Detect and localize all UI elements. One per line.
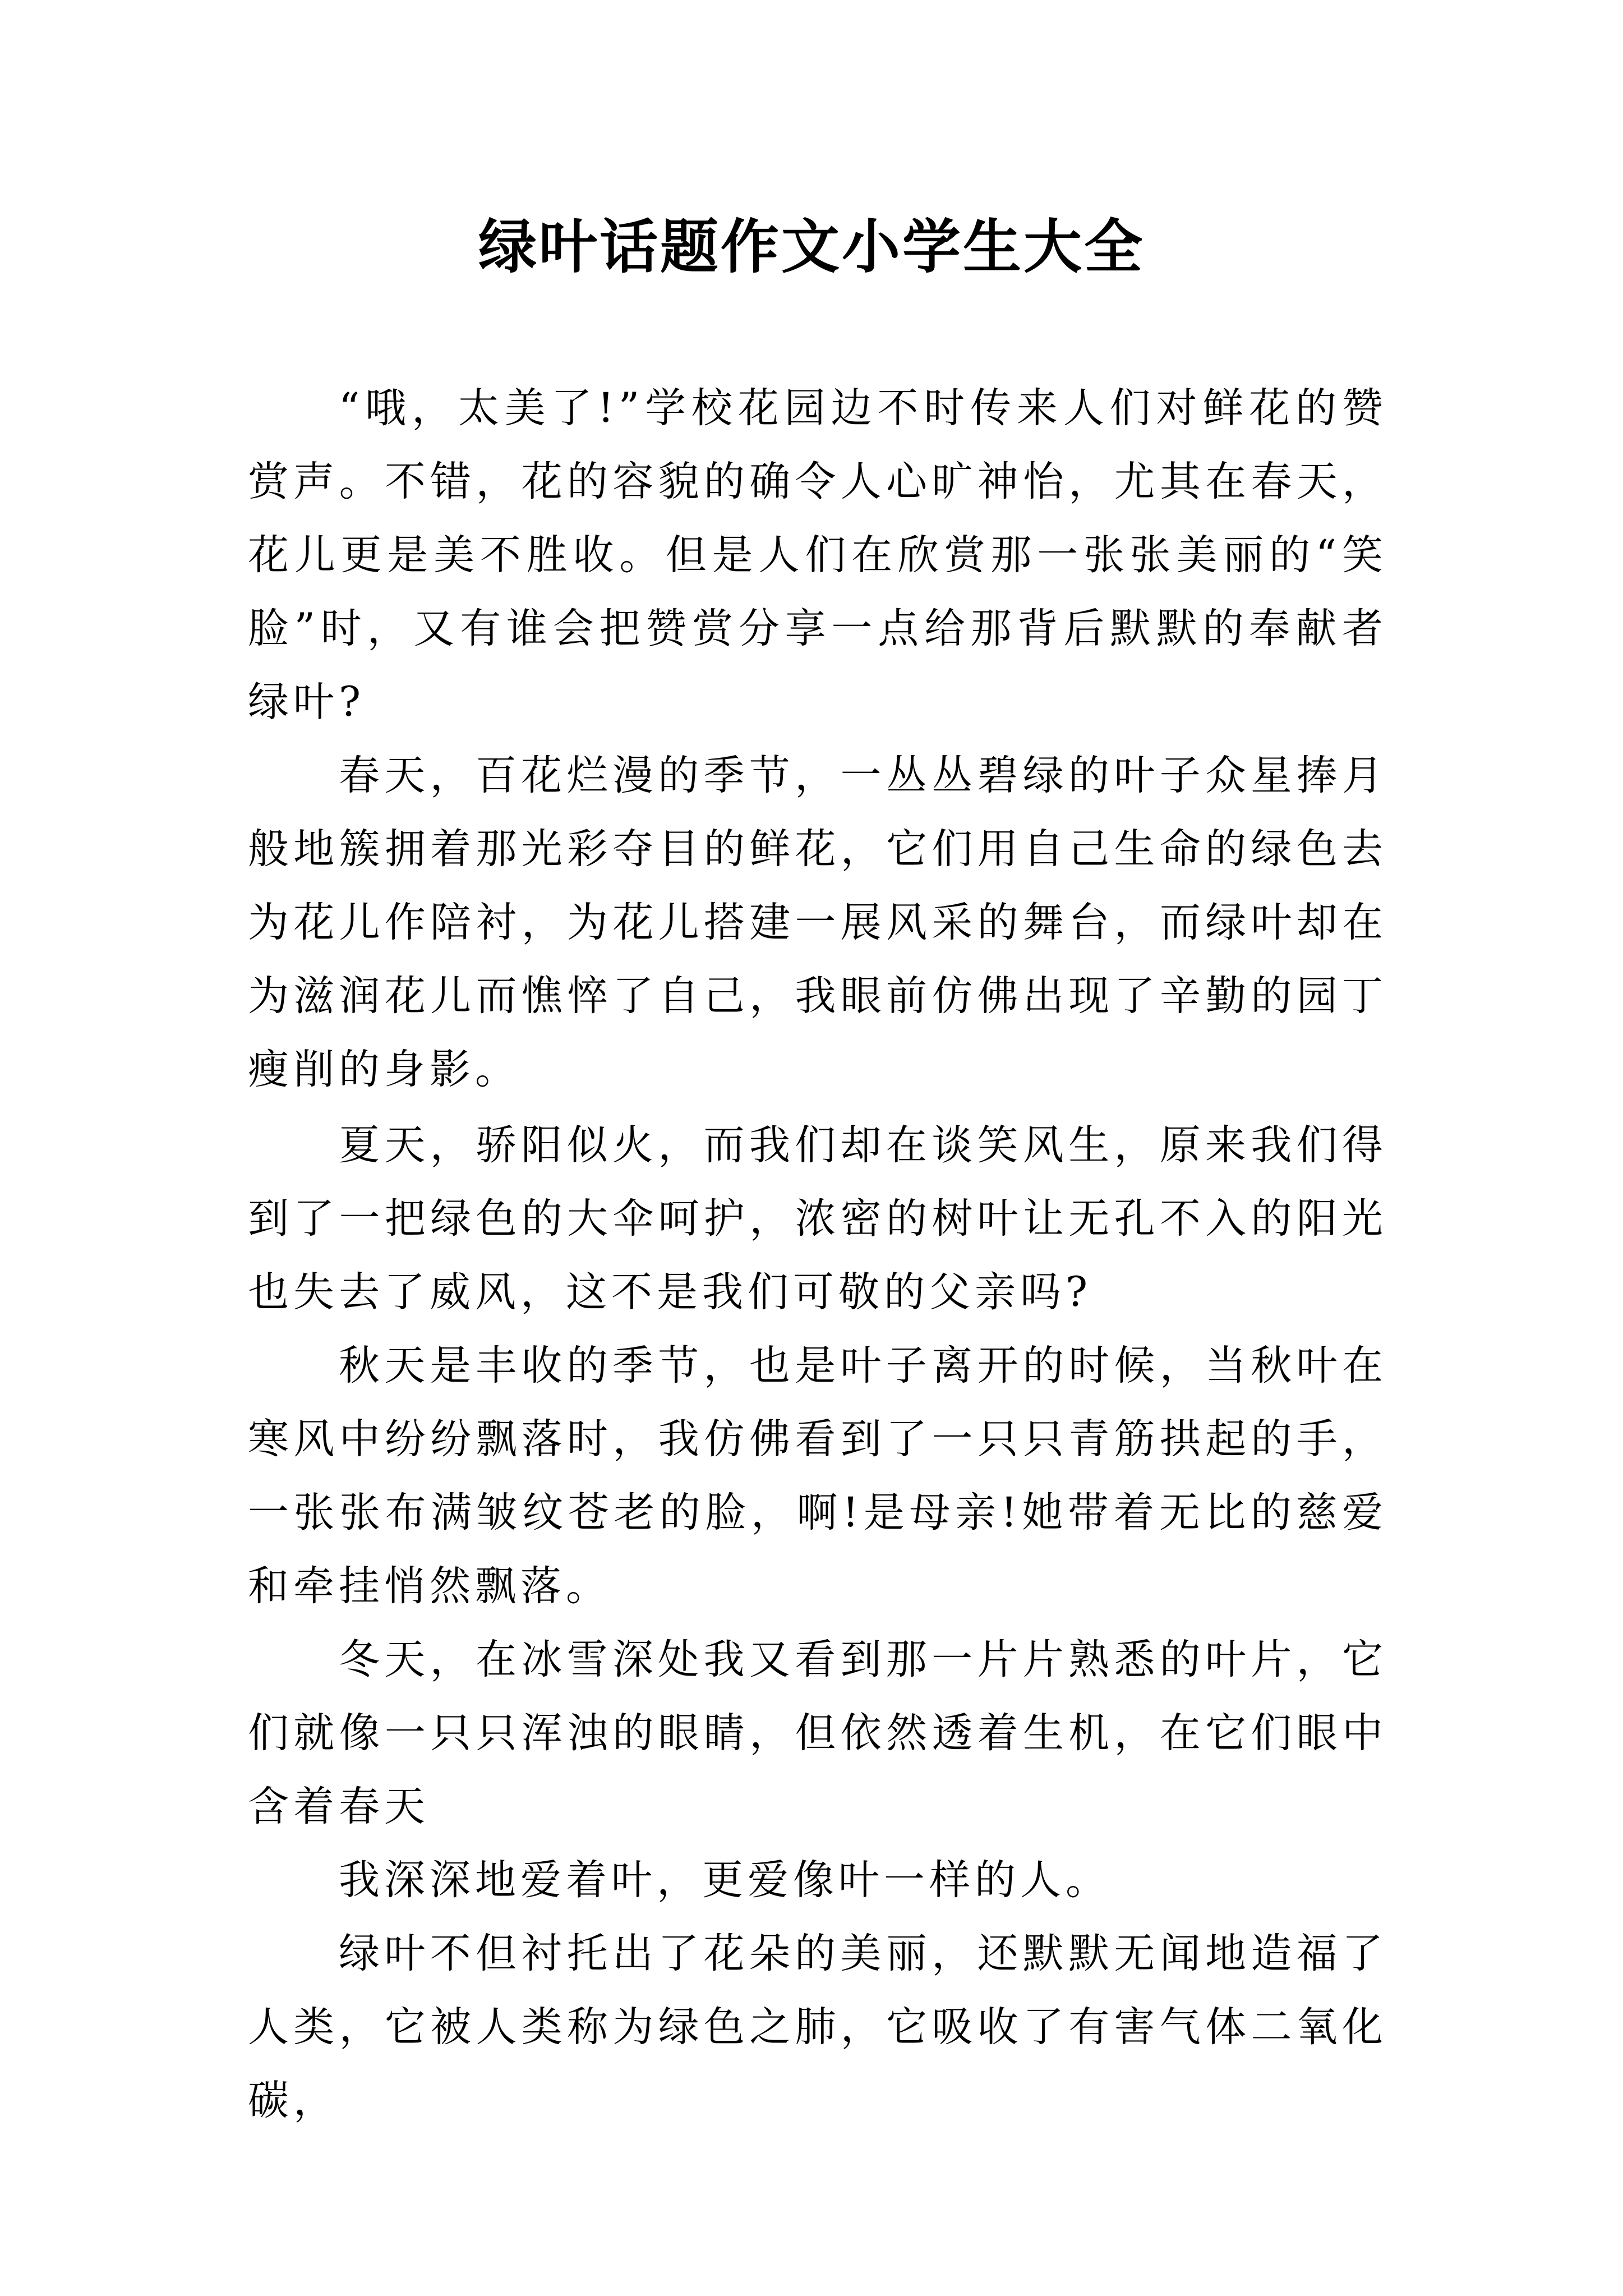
document-body [248,371,1387,2137]
paragraph-autumn: 秋天是丰收的季节，也是叶子离开的时候，当秋叶在寒风中纷纷飘落时，我仿佛看到了一只只青筋拱起的手，一张张布满皱纹苍老的脸，啊!是母亲!她带着无比的慈爱和牵挂悄然飘落。 [248,1342,1387,1610]
paragraph-winter: 冬天，在冰雪深处我又看到那一片片熟悉的叶片，它们就像一只只浑浊的眼睛，但依然透着生机，在它们眼中含着春天 [248,1636,1387,1830]
paragraph-green-lung: 绿叶不但衬托出了花朵的美丽，还默默无闻地造福了人类，它被人类称为绿色之肺，它吸收了有害气体二氧化碳， [248,1930,1387,2124]
paragraph-summer: 夏天，骄阳似火，而我们却在谈笑风生，原来我们得到了一把绿色的大伞呵护，浓密的树叶让无孔不入的阳光也失去了威风，这不是我们可敬的父亲吗? [248,1121,1387,1316]
paragraph-intro: “哦，太美了!”学校花园边不时传来人们对鲜花的赞赏声。不错，花的容貌的确令人心旷神怡，尤其在春天，花儿更是美不胜收。但是人们在欣赏那一张张美丽的“笑脸”时，又有谁会把赞赏分享一点给那背后默默的奉献者绿叶? [248,384,1387,726]
document-title: 绿叶话题作文小学生大全 [478,212,1145,281]
paragraph-love-leaves: 我深深地爱着叶，更爱像叶一样的人。 [339,1856,1111,1904]
paragraph-spring: 春天，百花烂漫的季节，一丛丛碧绿的叶子众星捧月般地簇拥着那光彩夺目的鲜花，它们用自己生命的绿色去为花儿作陪衬，为花儿搭建一展风采的舞台，而绿叶却在为滋润花儿而憔悴了自己，我眼前仿佛出现了辛勤的园丁瘦削的身影。 [248,752,1387,1093]
